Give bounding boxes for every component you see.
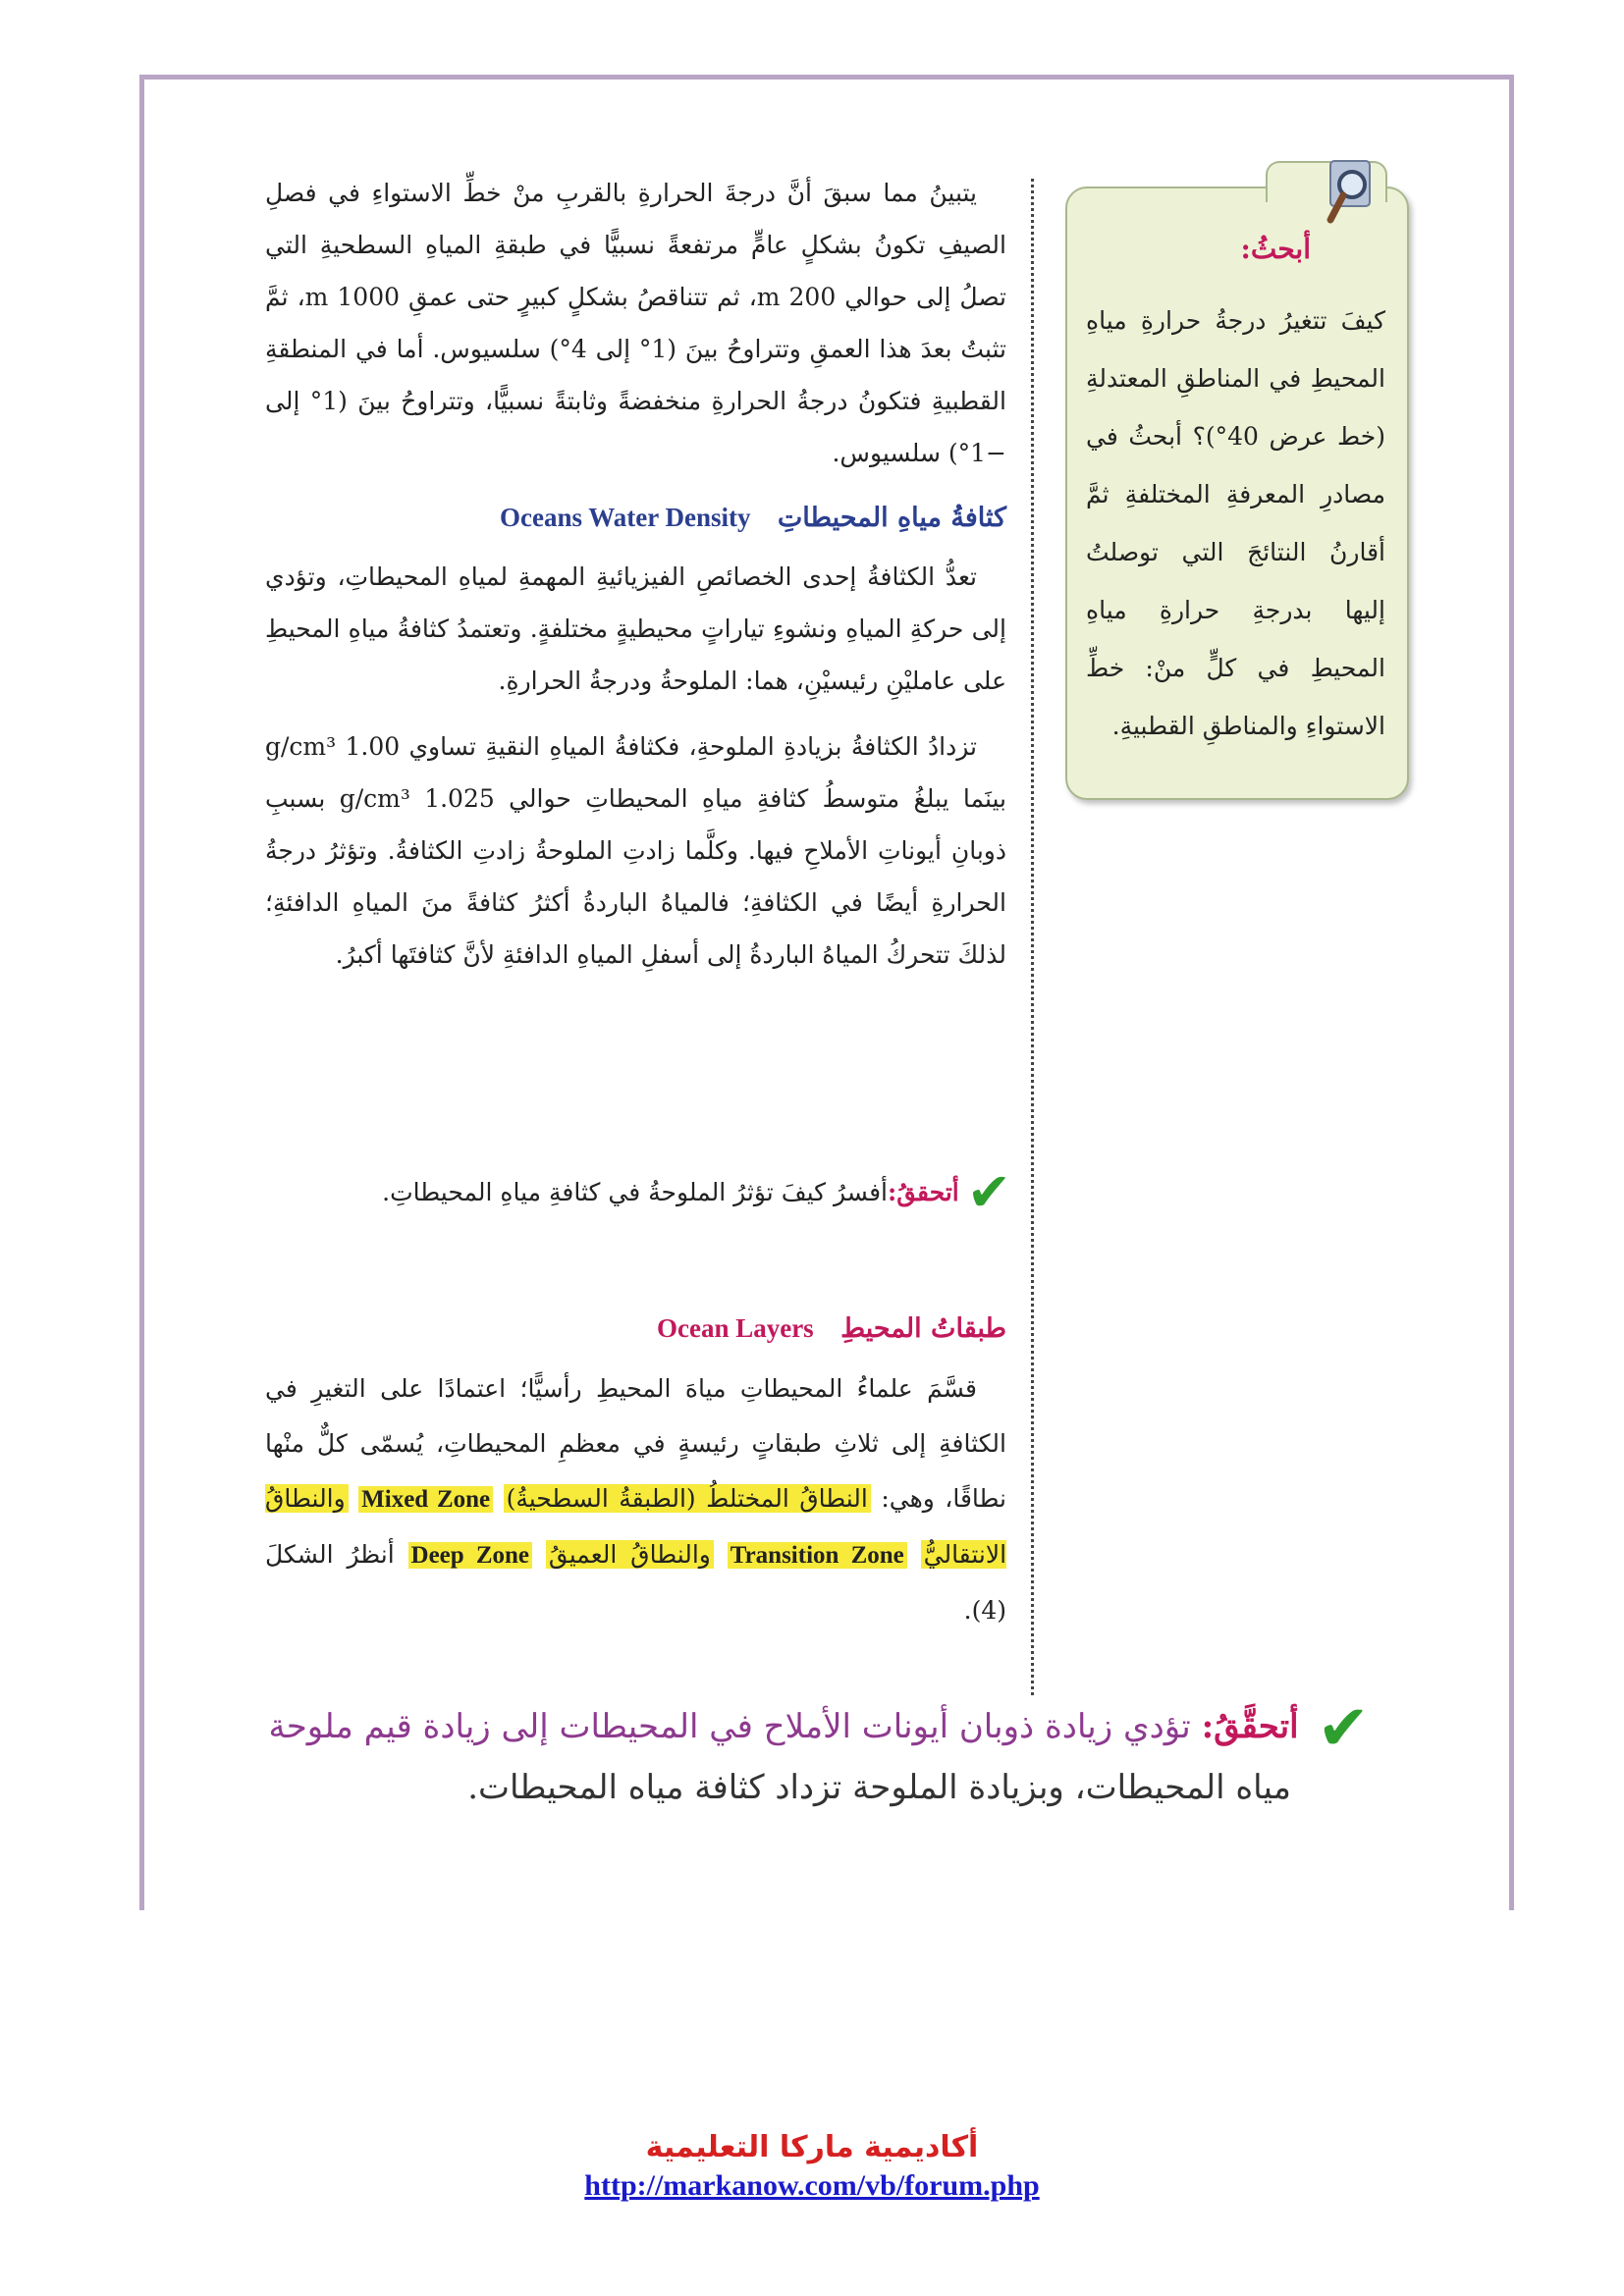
- check-question-text: أفسرُ كيفَ تؤثرُ الملوحةُ في كثافةِ مياهِ المحيطاتِ.: [382, 1178, 888, 1206]
- answer-line-2: مياه المحيطات، وبزيادة الملوحة تزداد كثافة مياه المحيطات.: [467, 1768, 1291, 1807]
- heading-layers-ar: طبقاتُ المحيطِ: [840, 1313, 1006, 1344]
- footer-title: أكاديمية ماركا التعليمية: [645, 2130, 979, 2164]
- zone-mixed-ar: النطاقُ المختلطُ (الطبقةُ السطحيةُ): [504, 1484, 871, 1513]
- answer-block: [191, 1692, 1370, 1818]
- paragraph-temperature: يتبينُ مما سبقَ أنَّ درجةَ الحرارةِ بالقربِ منْ خطِّ الاستواءِ في فصلِ الصيفِ تكونُ بشكلٍ عامٍّ مرتفعةً نسبيًّا في طبقةِ المياهِ السطحيةِ التي تصلُ إلى حوالي 200 m، ثم تتناقصُ بشكلٍ كبيرٍ حتى عمقِ 1000 m، ثمَّ تثبتُ بعدَ هذا العمقِ وتتراوحُ بينَ (1° إلى 4°) سلسيوس. أما في المنطقةِ القطبيةِ فتكونُ درجةُ الحرارةِ منخفضةً وثابتةً نسبيًّا، وتتراوحُ بينَ (1° إلى −1°) سلسيوس.: [265, 179, 1007, 467]
- paragraph-layers: [265, 1362, 1006, 1638]
- layers-section: [265, 1296, 1006, 1652]
- footer-link[interactable]: http://markanow.com/vb/forum.php: [584, 2169, 1040, 2202]
- layers-end: أنظرُ الشكلَ (4).: [265, 1540, 1006, 1625]
- zone-transition-ar: والنطاقُ الانتقاليُّ: [265, 1484, 1007, 1569]
- research-sidebar: [1065, 187, 1409, 800]
- heading-density-ar: كثافةُ مياهِ المحيطاتِ: [777, 503, 1006, 533]
- paragraph-density-intro: تعدُّ الكثافةُ إحدى الخصائصِ الفيزيائيةِ المهمةِ لمياهِ المحيطاتِ، وتؤدي إلى حركةِ المياهِ ونشوءِ تياراتٍ محيطيةٍ مختلفةٍ. وتعتمدُ كثافةُ مياهِ المحيطِ على عامليْنِ رئيسيْنِ، هما: الملوحةُ ودرجةُ الحرارةِ.: [265, 562, 1006, 695]
- magnifier-icon: [1323, 159, 1380, 232]
- sidebar-title: أبحثُ:: [1240, 233, 1311, 265]
- heading-density-en: Oceans Water Density: [499, 503, 751, 532]
- answer-checkmark-icon: ✔: [1317, 1692, 1370, 1765]
- layers-intro: قسَّمَ علماءُ المحيطاتِ مياهَ المحيطِ رأسيًّا؛ اعتمادًا على التغيرِ في الكثافةِ إلى ثلاثِ طبقاتٍ رئيسةٍ في معظمِ المحيطاتِ، يُسمّى كلٌّ منْها نطاقًا، وهي:: [265, 1374, 1007, 1513]
- zone-transition-en: Transition Zone: [728, 1542, 907, 1569]
- zone-deep-en: Deep Zone: [408, 1542, 532, 1569]
- zone-deep-ar: والنطاقُ العميقُ: [546, 1540, 714, 1569]
- heading-density: [265, 493, 1006, 543]
- heading-layers: [265, 1304, 1006, 1354]
- zone-mixed-en: Mixed Zone: [358, 1486, 493, 1513]
- check-question: [353, 1161, 1011, 1223]
- heading-layers-en: Ocean Layers: [656, 1313, 814, 1343]
- column-divider: [1031, 179, 1034, 1695]
- answer-line-1: تؤدي زيادة ذوبان أيونات الأملاح في المحيطات إلى زيادة قيم ملوحة: [268, 1707, 1191, 1746]
- main-column: [265, 167, 1006, 994]
- sidebar-text: كيفَ تتغيرُ درجةُ حرارةِ مياهِ المحيطِ في المناطقِ المعتدلةِ (خط عرض 40°)؟ أبحثُ في مصادرِ المعرفةِ المختلفةِ ثمَّ أقارنُ النتائجَ التي توصلتُ إليها بدرجةِ حرارةِ مياهِ المحيطِ في كلٍّ منْ: خطِّ الاستواءِ والمناطقِ القطبيةِ.: [1086, 306, 1385, 740]
- paragraph-density-salinity: تزدادُ الكثافةُ بزيادةِ الملوحةِ، فكثافةُ المياهِ النقيةِ تساوي 1.00 g/cm³ بينَما يبلغُ متوسطُ كثافةِ مياهِ المحيطاتِ حوالي 1.025 g/cm³ بسببِ ذوبانِ أيوناتِ الأملاحِ فيها. وكلَّما زادتِ الملوحةُ زادتِ الكثافةُ. وتؤثرُ درجةُ الحرارةِ أيضًا في الكثافةِ؛ فالمياهُ الباردةُ أكثرُ كثافةً منَ المياهِ الدافئةِ؛ لذلكَ تتحركُ المياهُ الباردةُ إلى أسفلِ المياهِ الدافئةِ لأنَّ كثافتَها أكبرُ.: [265, 732, 1006, 969]
- answer-label: أتحقَّقُ:: [1201, 1707, 1299, 1746]
- check-label: أتحققُ:: [887, 1178, 959, 1206]
- checkmark-icon: ✔: [966, 1161, 1011, 1223]
